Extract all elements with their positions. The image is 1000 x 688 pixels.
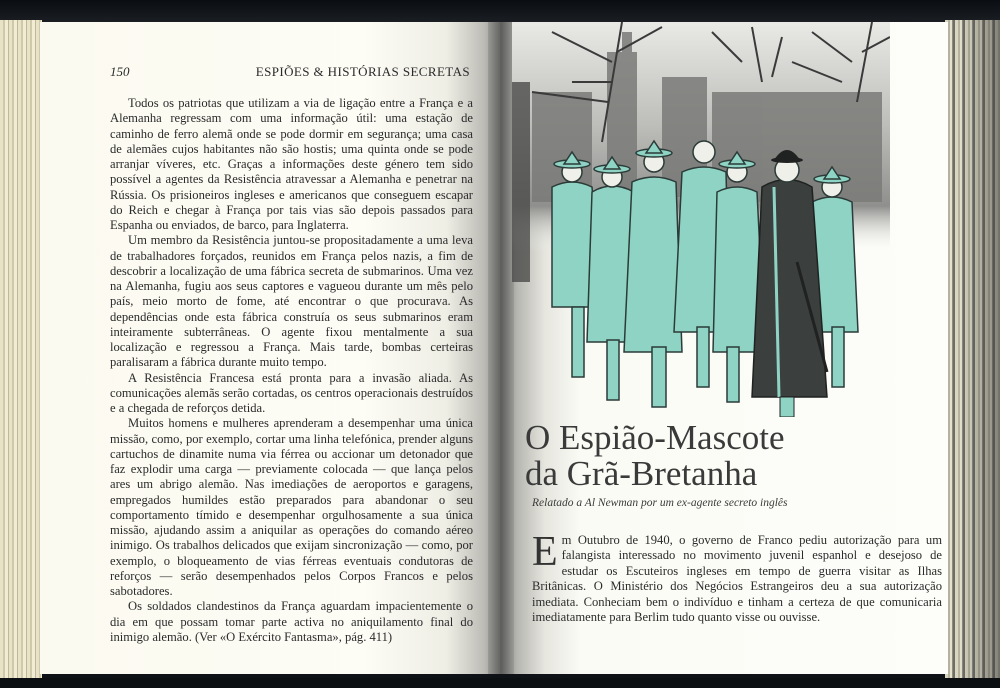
chapter-title xyxy=(525,420,925,492)
left-page-body xyxy=(110,96,473,645)
chapter-illustration xyxy=(512,22,890,417)
chapter-title-line-1: O Espião-Mascote xyxy=(525,418,785,457)
chapter-byline: Relatado a Al Newman por um ex-agente secreto inglês xyxy=(532,497,788,509)
running-title: ESPIÕES & HISTÓRIAS SECRETAS xyxy=(255,64,470,79)
right-page-stack-edges xyxy=(945,20,1000,680)
chapter-opening xyxy=(532,529,942,625)
chapter-title-line-2: da Grã-Bretanha xyxy=(525,454,758,493)
page-number: 150 xyxy=(110,64,130,79)
paragraph: Um membro da Resistência juntou-se propositadamente a uma leva de trabalhadores forçados, reunidos em França pelos nazis, a fim de descobrir a localização de uma fábrica secreta de submarinos. Uma vez na Alemanha, fugiu aos seus captores e vagueou durante um mês pelo país, meio morto de fome, até encontrar o que procurava. As dependências onde esta fábrica construía os seus submarinos eram inteiramente subterrâneas. O agente fixou mentalmente a sua localização e regressou a França. Mais tarde, bombas certeiras paralisaram a fábrica durante muito tempo. xyxy=(110,233,473,370)
scanner-top-edge xyxy=(0,0,1000,22)
opening-paragraph: m Outubro de 1940, o governo de Franco pediu autorização para um falangista interessado no movimento juvenil espanhol e desejoso de estudar os Escuteiros ingleses em tempo de guerra visitar as Ilhas Britânicas. O Ministério dos Negócios Estrangeiros deu a sua autorização imediata. Conheciam bem o indivíduo e tinham a certeza de que comunicaria imediatamente para Berlim tudo quanto visse ou ouvisse. xyxy=(532,533,942,625)
book-gutter xyxy=(488,22,514,674)
left-page-stack-edges xyxy=(0,20,42,680)
paragraph: Os soldados clandestinos da França aguardam impacientemente o dia em que possam tomar parte activa no aniquilamento final do inimigo alemão. (Ver «O Exército Fantasma», pág. 411) xyxy=(110,599,473,644)
scanner-bottom-edge xyxy=(0,678,1000,688)
running-head xyxy=(110,64,470,84)
paragraph: A Resistência Francesa está pronta para a invasão aliada. As comunicações alemãs serão cortadas, os centros operacionais destruídos e a chegada de reforços detida. xyxy=(110,370,473,415)
paragraph: Todos os patriotas que utilizam a via de ligação entre a França e a Alemanha regressam com uma informação útil: uma estação de caminho de ferro alemã onde se pode dormir em segurança; uma casa de alemães cujos habitantes não são hostis; uma quinta onde se pode arranjar víveres, etc. Graças a informações deste género tem sido possível a agentes da Resistência atravessar a Alemanha e penetrar na Rússia. Os prisioneiros ingleses e americanos que conseguem escapar do Reich e chegar à França por tais vias são depois passados para Espanha ou enviados, de barco, para Inglaterra. xyxy=(110,96,473,232)
drop-cap: E xyxy=(532,529,558,575)
paragraph: Muitos homens e mulheres aprenderam a desempenhar uma única missão, como, por exemplo, cortar uma linha telefónica, prender alguns cartuchos de dinamite numa via férrea ou accionar um detonador que faz explodir uma carga — previamente colocada — que lança pelos ares um abrigo alemão. Nas imediações de aeroportos e garagens, empregados humildes estão preparados para abandonar o seu comportamento tímido e desempenhar orgulhosamente a sua única missão, ajudando assim a aniquilar as operações do comando aéreo inimigo. Os trabalhos delicados que exijam sincronização — como, por exemplo, o bloqueamento de vias férreas eventuais condutoras de reforços — serão desempenhados pelos Corpos Francos e pelos sabotadores. xyxy=(110,416,473,598)
